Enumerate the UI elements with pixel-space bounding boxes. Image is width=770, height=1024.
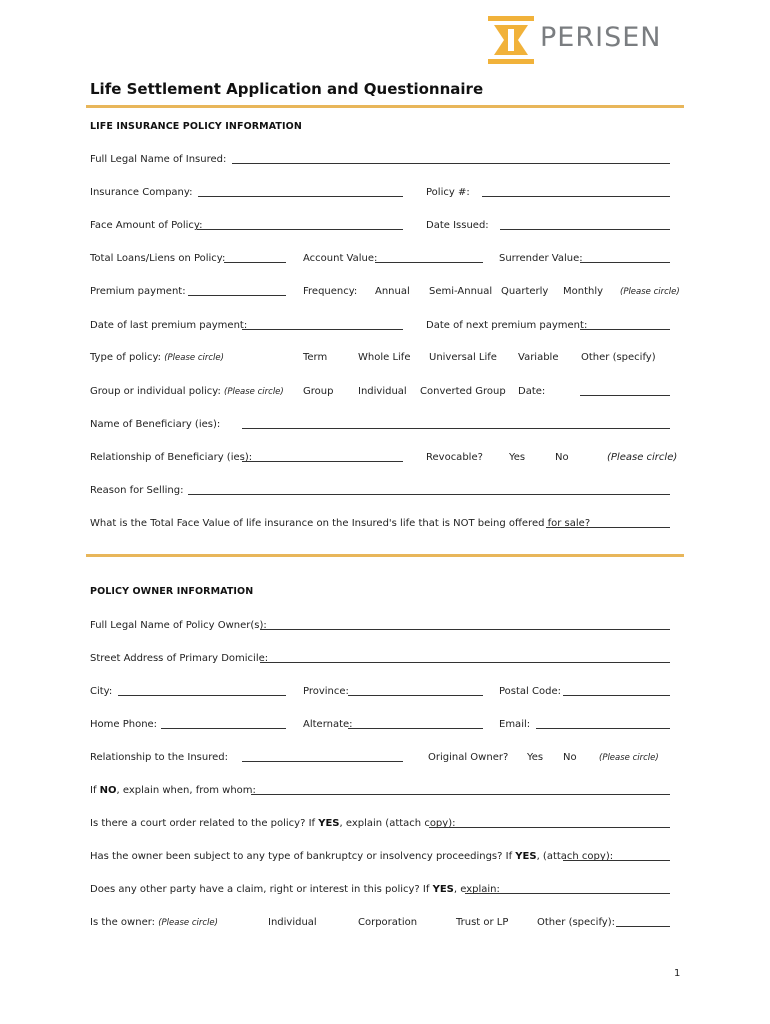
postal-code-field[interactable] bbox=[563, 695, 670, 696]
claim-post: , explain: bbox=[453, 884, 500, 895]
policy-number-label: Policy #: bbox=[426, 187, 470, 198]
date-issued-label: Date Issued: bbox=[426, 220, 489, 231]
policy-type-label-text: Type of policy: bbox=[90, 352, 162, 363]
alternate-phone-label: Alternate: bbox=[303, 719, 353, 730]
beneficiary-label: Name of Beneficiary (ies): bbox=[90, 419, 221, 430]
frequency-please-circle: (Please circle) bbox=[620, 287, 680, 297]
if-no-bold: NO bbox=[99, 785, 117, 796]
policy-section-heading: LIFE INSURANCE POLICY INFORMATION bbox=[90, 121, 302, 132]
next-premium-label: Date of next premium payment: bbox=[426, 320, 588, 331]
reason-label: Reason for Selling: bbox=[90, 485, 184, 496]
court-order-pre: Is there a court order related to the policy? If bbox=[90, 818, 319, 829]
reason-field[interactable] bbox=[188, 494, 670, 495]
owner-other-field[interactable] bbox=[616, 926, 670, 927]
revocable-option-no[interactable]: No bbox=[555, 452, 569, 463]
page-title: Life Settlement Application and Questionnaire bbox=[90, 80, 484, 98]
street-field[interactable] bbox=[260, 662, 670, 663]
loans-field[interactable] bbox=[224, 262, 286, 263]
original-owner-label: Original Owner? bbox=[428, 752, 509, 763]
frequency-option-monthly[interactable]: Monthly bbox=[563, 286, 604, 297]
court-order-post: , explain (attach copy): bbox=[339, 818, 456, 829]
section-divider bbox=[86, 554, 684, 557]
court-order-label bbox=[90, 818, 455, 829]
original-owner-option-yes[interactable]: Yes bbox=[527, 752, 544, 763]
face-amount-field[interactable] bbox=[197, 229, 403, 230]
frequency-option-semi-annual[interactable]: Semi-Annual bbox=[429, 286, 493, 297]
group-policy-label bbox=[90, 386, 284, 397]
alternate-phone-field[interactable] bbox=[348, 728, 483, 729]
loans-label: Total Loans/Liens on Policy: bbox=[90, 253, 226, 264]
province-label: Province: bbox=[303, 686, 349, 697]
court-order-bold: YES bbox=[318, 818, 340, 829]
bankruptcy-bold: YES bbox=[515, 851, 537, 862]
title-divider bbox=[86, 105, 684, 108]
frequency-option-annual[interactable]: Annual bbox=[375, 286, 410, 297]
revocable-label: Revocable? bbox=[426, 452, 483, 463]
premium-payment-field[interactable] bbox=[188, 295, 286, 296]
policy-type-option-other[interactable]: Other (specify) bbox=[581, 352, 656, 363]
owner-relationship-field[interactable] bbox=[242, 761, 403, 762]
home-phone-label: Home Phone: bbox=[90, 719, 158, 730]
group-date-field[interactable] bbox=[580, 395, 670, 396]
owner-is-label-text: Is the owner: bbox=[90, 917, 156, 928]
insured-name-field[interactable] bbox=[232, 163, 670, 164]
if-no-field[interactable] bbox=[251, 794, 670, 795]
account-value-field[interactable] bbox=[375, 262, 483, 263]
perisen-logo-icon bbox=[488, 16, 534, 64]
group-option-individual[interactable]: Individual bbox=[358, 386, 407, 397]
owner-name-label: Full Legal Name of Policy Owner(s): bbox=[90, 620, 267, 631]
if-no-pre: If bbox=[90, 785, 100, 796]
bankruptcy-field[interactable] bbox=[563, 860, 670, 861]
policy-type-option-variable[interactable]: Variable bbox=[518, 352, 559, 363]
insured-name-label: Full Legal Name of Insured: bbox=[90, 154, 227, 165]
group-option-group[interactable]: Group bbox=[303, 386, 334, 397]
insurance-company-label: Insurance Company: bbox=[90, 187, 193, 198]
bankruptcy-pre: Has the owner been subject to any type of bankruptcy or insolvency proceedings? If bbox=[90, 851, 516, 862]
revocable-option-yes[interactable]: Yes bbox=[509, 452, 526, 463]
owner-option-individual[interactable]: Individual bbox=[268, 917, 317, 928]
original-owner-option-no[interactable]: No bbox=[563, 752, 577, 763]
owner-option-other[interactable]: Other (specify): bbox=[537, 917, 615, 928]
claim-bold: YES bbox=[432, 884, 454, 895]
owner-relationship-label: Relationship to the Insured: bbox=[90, 752, 228, 763]
owner-is-label bbox=[90, 917, 218, 928]
city-label: City: bbox=[90, 686, 113, 697]
frequency-label: Frequency: bbox=[303, 286, 358, 297]
frequency-option-quarterly[interactable]: Quarterly bbox=[501, 286, 549, 297]
owner-option-trust[interactable]: Trust or LP bbox=[456, 917, 509, 928]
group-policy-please-circle: (Please circle) bbox=[224, 387, 284, 397]
policy-type-label bbox=[90, 352, 224, 363]
logo-wordmark: PERISEN bbox=[540, 22, 662, 53]
date-issued-field[interactable] bbox=[500, 229, 670, 230]
policy-type-option-term[interactable]: Term bbox=[303, 352, 328, 363]
if-no-label bbox=[90, 785, 256, 796]
court-order-field[interactable] bbox=[429, 827, 670, 828]
policy-type-option-universal-life[interactable]: Universal Life bbox=[429, 352, 497, 363]
home-phone-field[interactable] bbox=[161, 728, 286, 729]
owner-option-corporation[interactable]: Corporation bbox=[358, 917, 418, 928]
group-date-label: Date: bbox=[518, 386, 546, 397]
account-value-label: Account Value: bbox=[303, 253, 378, 264]
page-number: 1 bbox=[674, 968, 681, 979]
group-policy-label-text: Group or individual policy: bbox=[90, 386, 221, 397]
owner-is-please-circle: (Please circle) bbox=[158, 918, 218, 928]
premium-payment-label: Premium payment: bbox=[90, 286, 186, 297]
bankruptcy-label bbox=[90, 851, 613, 862]
revocable-please-circle: (Please circle) bbox=[607, 452, 678, 463]
policy-type-option-whole-life[interactable]: Whole Life bbox=[358, 352, 411, 363]
surrender-value-label: Surrender Value: bbox=[499, 253, 583, 264]
policy-type-please-circle: (Please circle) bbox=[164, 353, 224, 363]
province-field[interactable] bbox=[348, 695, 483, 696]
policy-number-field[interactable] bbox=[482, 196, 670, 197]
original-owner-please-circle: (Please circle) bbox=[599, 753, 659, 763]
city-field[interactable] bbox=[118, 695, 286, 696]
claim-pre: Does any other party have a claim, right or interest in this policy? If bbox=[90, 884, 433, 895]
claim-field[interactable] bbox=[465, 893, 670, 894]
if-no-post: , explain when, from whom: bbox=[116, 785, 256, 796]
beneficiary-relationship-label: Relationship of Beneficiary (ies): bbox=[90, 452, 253, 463]
surrender-value-field[interactable] bbox=[580, 262, 670, 263]
beneficiary-relationship-field[interactable] bbox=[242, 461, 403, 462]
group-option-converted-group[interactable]: Converted Group bbox=[420, 386, 506, 397]
next-premium-field[interactable] bbox=[580, 329, 670, 330]
face-amount-label: Face Amount of Policy: bbox=[90, 220, 203, 231]
street-label: Street Address of Primary Domicile: bbox=[90, 653, 269, 664]
total-face-field[interactable] bbox=[546, 527, 670, 528]
owner-section-heading: POLICY OWNER INFORMATION bbox=[90, 586, 254, 597]
last-premium-label: Date of last premium payment: bbox=[90, 320, 248, 331]
beneficiary-field[interactable] bbox=[242, 428, 670, 429]
bankruptcy-post: , (attach copy): bbox=[536, 851, 614, 862]
insurance-company-field[interactable] bbox=[198, 196, 403, 197]
postal-code-label: Postal Code: bbox=[499, 686, 561, 697]
total-face-label: What is the Total Face Value of life insurance on the Insured's life that is NOT being offered for sale? bbox=[90, 518, 591, 529]
owner-name-field[interactable] bbox=[260, 629, 670, 630]
last-premium-field[interactable] bbox=[242, 329, 403, 330]
claim-label bbox=[90, 884, 500, 895]
email-field[interactable] bbox=[536, 728, 670, 729]
email-label: Email: bbox=[499, 719, 531, 730]
